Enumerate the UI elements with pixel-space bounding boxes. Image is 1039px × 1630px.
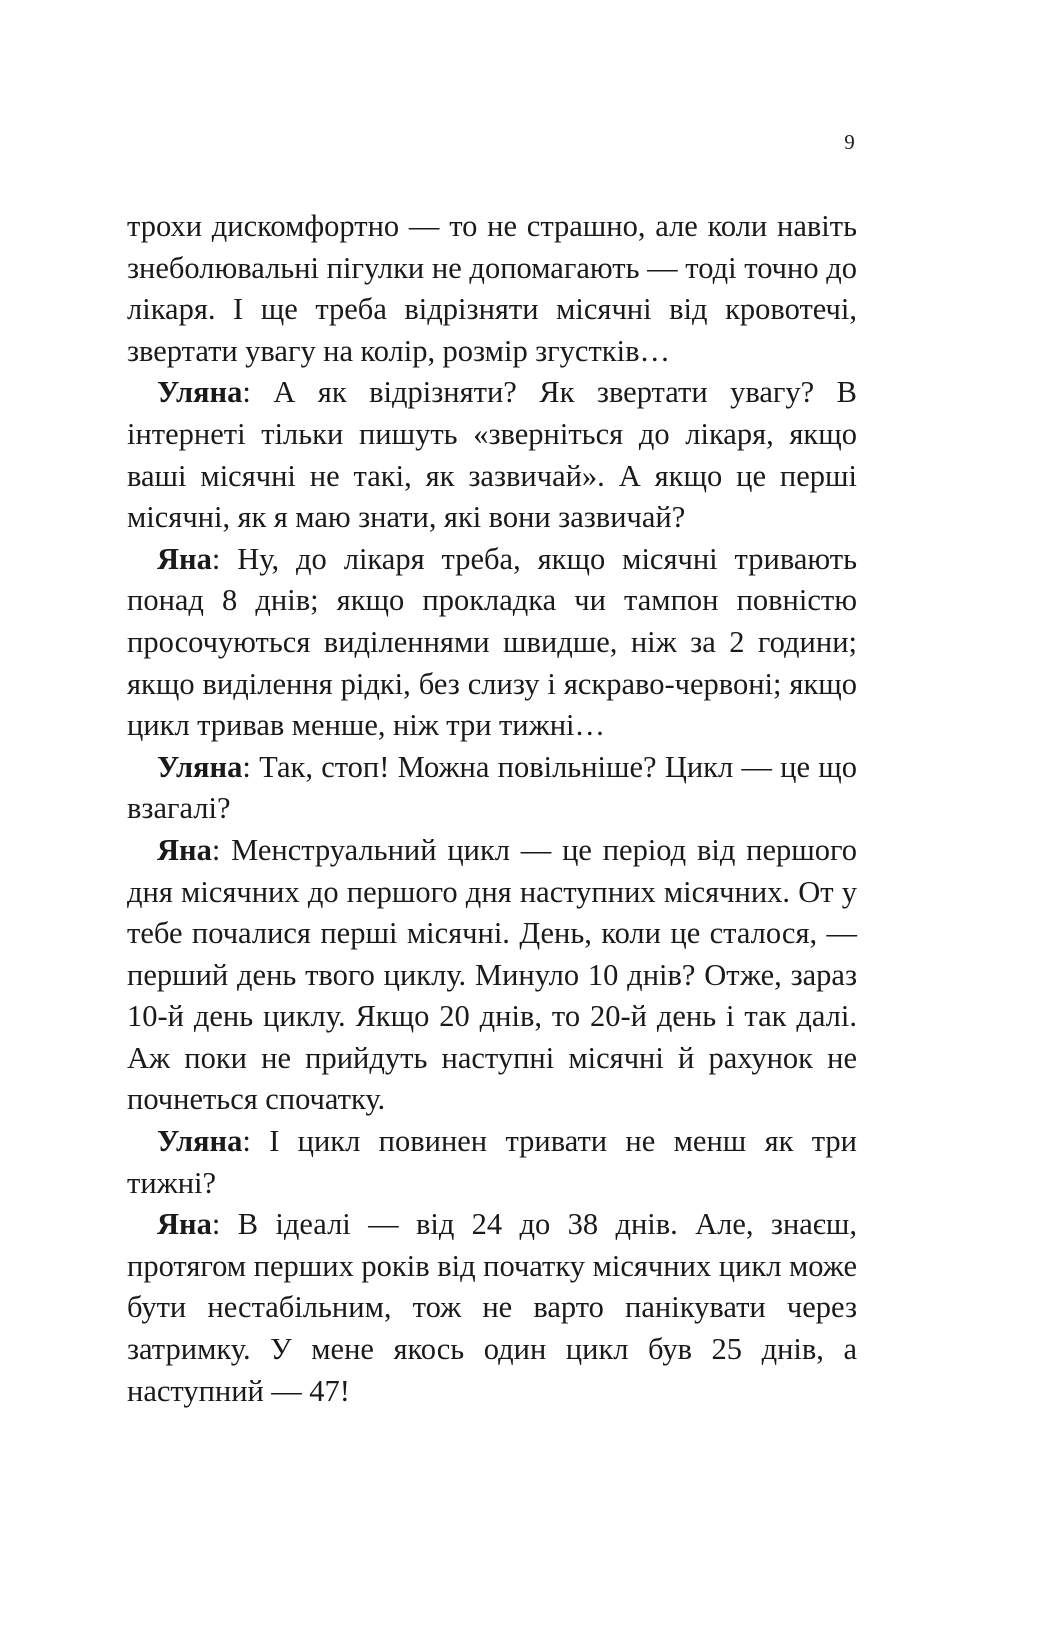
speaker-name: Яна — [157, 832, 212, 867]
speaker-separator: : — [211, 1207, 238, 1242]
paragraph-text: Так, стоп! Можна повільніше? Цикл — це що взагалі? — [127, 749, 858, 826]
speaker-separator: : — [242, 375, 274, 410]
paragraph-dialogue — [127, 372, 857, 538]
speaker-name: Яна — [157, 1207, 212, 1242]
body-text-block — [127, 206, 857, 1412]
paragraph-dialogue — [127, 830, 857, 1121]
speaker-name: Уляна — [157, 749, 243, 784]
paragraph-text: І цикл повинен тривати не менш як три тижні? — [127, 1124, 857, 1200]
paragraph-text: А як відрізняти? Як звертати увагу? В інтернеті тільки пишуть «зверніться до лікаря, якщо ваші місячні не такі, як зазвичай». А якщо це перші місячні, як я маю знати, які вони зазвичай? — [127, 375, 857, 535]
speaker-name: Уляна — [157, 375, 243, 410]
paragraph-text: трохи дискомфортно — то не страшно, але коли навіть знеболювальні пігулки не допомагають — тоді точно до лікаря. І ще треба відрізняти місячні від кровотечі, звертати увагу на колір, розмір згустків… — [127, 209, 857, 368]
paragraph-dialogue — [127, 1121, 857, 1204]
speaker-separator: : — [242, 1124, 270, 1159]
page-number: 9 — [844, 130, 855, 154]
paragraph-dialogue — [127, 539, 857, 747]
speaker-separator: : — [211, 832, 232, 867]
speaker-separator: : — [242, 749, 260, 784]
paragraph-text: В ідеалі — від 24 до 38 днів. Але, знаєш, протягом перших років від початку місячних цикл може бути нестабільним, тож не варто панікувати через затримку. У мене якось один цикл був 25 днів, а наступний — 47! — [127, 1207, 858, 1408]
speaker-separator: : — [211, 541, 238, 576]
speaker-name: Уляна — [157, 1124, 243, 1159]
speaker-name: Яна — [157, 541, 212, 576]
paragraph-dialogue — [127, 1204, 857, 1412]
paragraph-text: Ну, до лікаря треба, якщо місячні тривають понад 8 днів; якщо прокладка чи тампон повністю просочуються виділеннями швидше, ніж за 2 години; якщо виділення рідкі, без слизу і яскраво-червоні; якщо цикл тривав менше, ніж три тижні… — [127, 541, 857, 743]
paragraph-dialogue — [127, 747, 857, 830]
paragraph-text: Менструальний цикл — це період від першого дня місячних до першого дня наступних місячних. От у тебе почалися перші місячні. День, коли це сталося, — перший день твого циклу. Минуло 10 днів? Отже, зараз 10-й день циклу. Якщо 20 днів, то 20-й день і так далі. Аж поки не прийдуть наступні місячні й рахунок не почнеться спочатку. — [127, 832, 857, 1117]
paragraph-continuation — [127, 206, 857, 372]
